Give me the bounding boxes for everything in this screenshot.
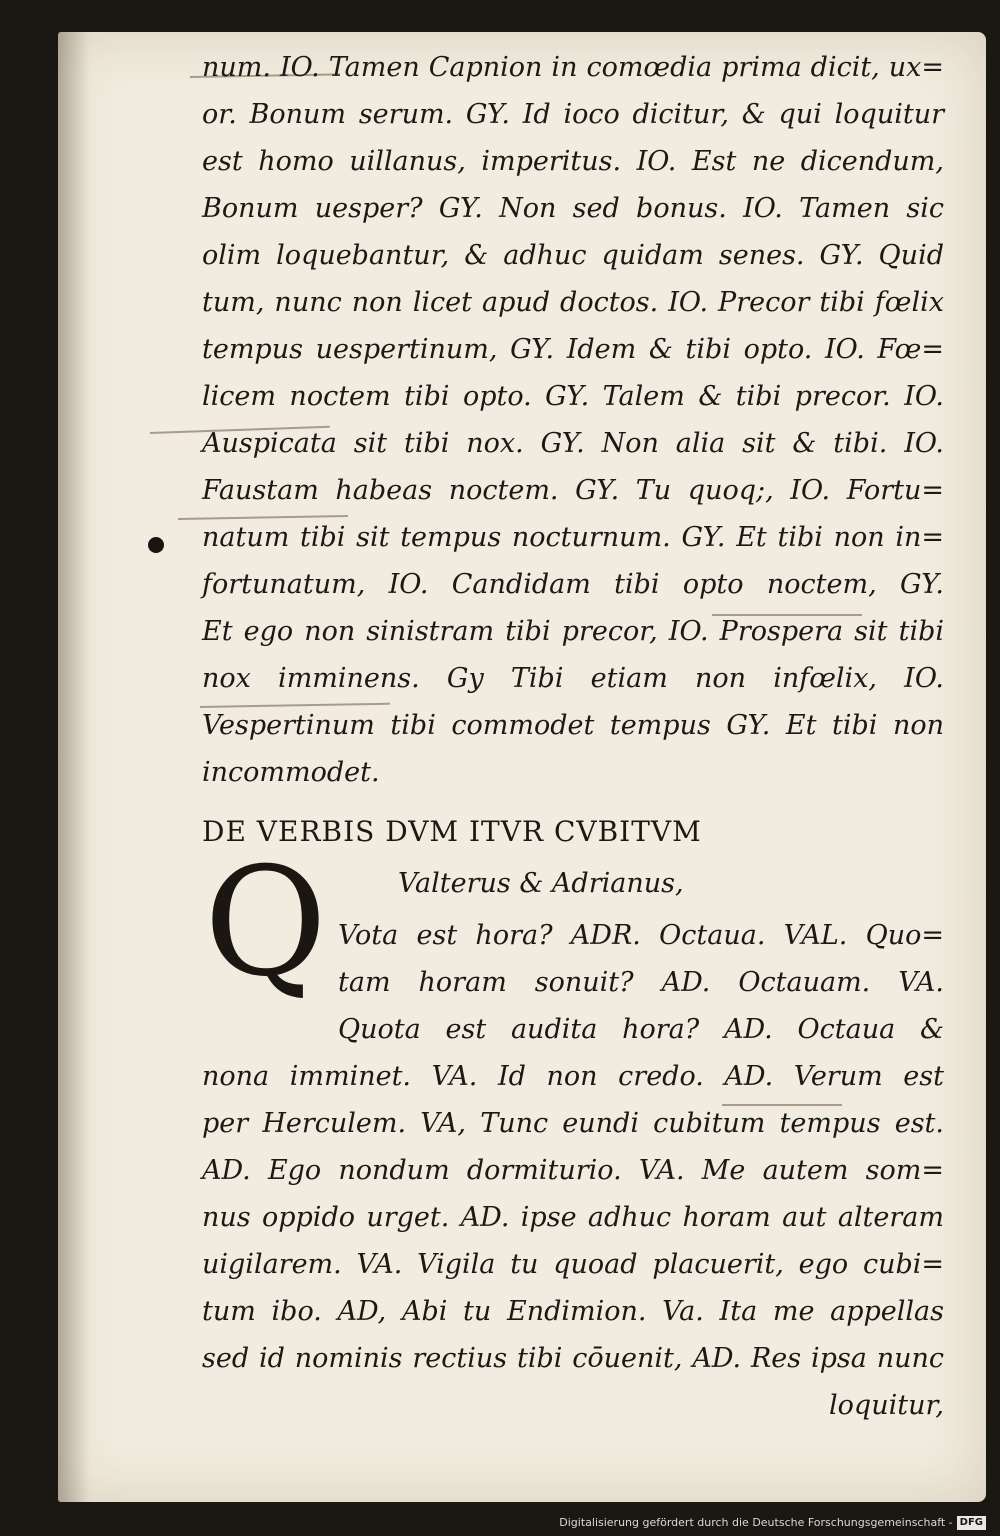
section-heading: DE VERBIS DVM ITVR CVBITVM	[202, 815, 702, 848]
text-line: AD. Ego nondum dormiturio. VA. Me autem som=	[202, 1155, 944, 1186]
text-line: Auspicata sit tibi nox. GY. Non alia sit & tibi. IO.	[202, 428, 944, 459]
text-line: fortunatum, IO. Candidam tibi opto noctem, GY.	[202, 569, 944, 600]
text-line: est homo uillanus, imperitus. IO. Est ne dicendum,	[202, 146, 944, 177]
text-line: nox imminens. Gy Tibi etiam non infœlix, IO.	[202, 663, 944, 694]
digitization-footer	[0, 1513, 986, 1533]
section-subheading: Valterus & Adrianus,	[398, 868, 684, 899]
text-line: natum tibi sit tempus nocturnum. GY. Et tibi non in=	[202, 522, 944, 553]
text-line: Quota est audita hora? AD. Octaua &	[338, 1014, 944, 1045]
text-line: Et ego non sinistram tibi precor, IO. Prospera sit tibi	[202, 616, 944, 647]
text-line: tempus uespertinum, GY. Idem & tibi opto. IO. Fœ=	[202, 334, 944, 365]
dfg-logo: DFG	[957, 1516, 986, 1530]
text-line: olim loquebantur, & adhuc quidam senes. GY. Quid	[202, 240, 944, 271]
text-line: sed id nominis rectius tibi cōuenit, AD. Res ipsa nunc	[202, 1343, 944, 1374]
text-line: or. Bonum serum. GY. Id ioco dicitur, & qui loquitur	[202, 99, 944, 130]
text-line: tum, nunc non licet apud doctos. IO. Precor tibi fœlix	[202, 287, 944, 318]
text-line: nona imminet. VA. Id non credo. AD. Verum est	[202, 1061, 944, 1092]
catchword: loquitur,	[829, 1390, 944, 1421]
text-line: incommodet.	[202, 757, 380, 788]
text-line: tam horam sonuit? AD. Octauam. VA.	[338, 967, 944, 998]
text-line: Bonum uesper? GY. Non sed bonus. IO. Tamen sic	[202, 193, 944, 224]
text-line: tum ibo. AD, Abi tu Endimion. Va. Ita me appellas	[202, 1296, 944, 1327]
page-gutter-shadow	[58, 32, 90, 1502]
text-line: licem noctem tibi opto. GY. Talem & tibi precor. IO.	[202, 381, 944, 412]
page-text	[202, 44, 944, 1429]
text-line: uigilarem. VA. Vigila tu quoad placuerit, ego cubi=	[202, 1249, 944, 1280]
text-line: per Herculem. VA, Tunc eundi cubitum tempus est.	[202, 1108, 944, 1139]
text-line: num. IO. Tamen Capnion in comœdia prima dicit, ux=	[202, 52, 944, 83]
text-line: Faustam habeas noctem. GY. Tu quoq;, IO. Fortu=	[202, 475, 944, 506]
drop-cap-initial: Q	[204, 836, 327, 1010]
text-line: Vota est hora? ADR. Octaua. VAL. Quo=	[338, 920, 944, 951]
text-line: nus oppido urget. AD. ipse adhuc horam aut alteram	[202, 1202, 944, 1233]
margin-ink-dot	[148, 537, 164, 553]
text-line: Vespertinum tibi commodet tempus GY. Et tibi non	[202, 710, 944, 741]
footer-credit-text: Digitalisierung gefördert durch die Deutsche Forschungsgemeinschaft -	[559, 1516, 953, 1529]
